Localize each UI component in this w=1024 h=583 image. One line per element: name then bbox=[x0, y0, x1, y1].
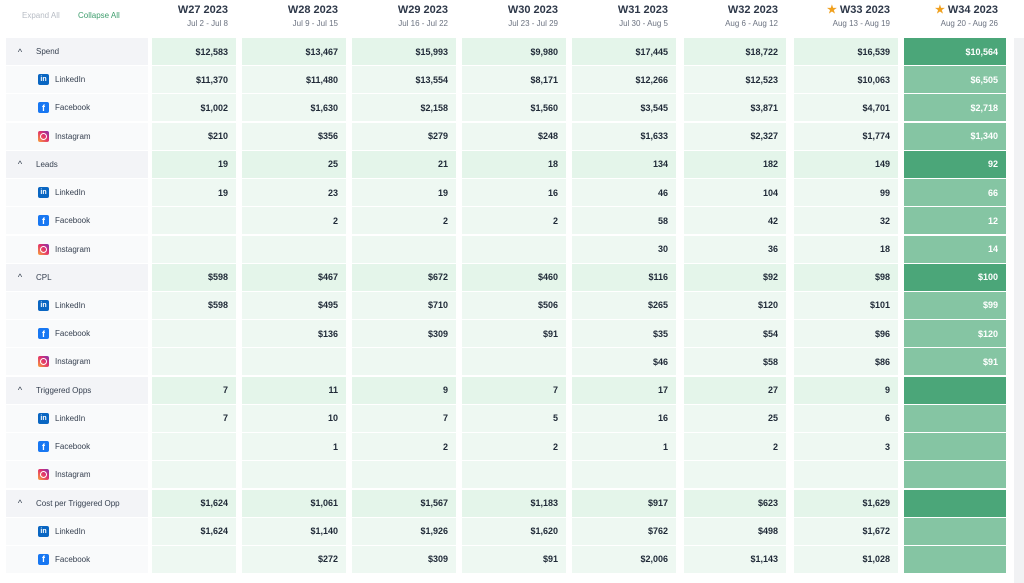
value-cell[interactable]: $3,871 bbox=[684, 94, 786, 121]
value-cell[interactable]: $1,624 bbox=[152, 490, 236, 517]
week-title bbox=[452, 4, 558, 17]
value-cell[interactable]: $498 bbox=[684, 518, 786, 545]
row-label bbox=[6, 236, 148, 263]
week-title-text: W28 2023 bbox=[287, 4, 338, 16]
row-label bbox=[6, 405, 148, 432]
value-cell[interactable]: 16 bbox=[572, 405, 676, 432]
value-cell[interactable]: $10,564 bbox=[904, 38, 1006, 65]
value-cell[interactable] bbox=[242, 461, 346, 488]
week-title-text: W33 2023 bbox=[839, 4, 890, 16]
week-title-text: W34 2023 bbox=[947, 4, 998, 16]
value-cell[interactable]: $1,140 bbox=[242, 518, 346, 545]
row-label-text: CPL bbox=[36, 272, 52, 282]
channel-row bbox=[0, 348, 1024, 376]
value-cell[interactable]: 2 bbox=[462, 433, 566, 460]
value-cell[interactable]: $91 bbox=[462, 320, 566, 347]
facebook-icon: f bbox=[38, 102, 49, 113]
value-cell[interactable]: $2,327 bbox=[684, 123, 786, 150]
row-label[interactable] bbox=[6, 38, 148, 65]
row-label bbox=[6, 94, 148, 121]
value-cell[interactable]: $4,701 bbox=[794, 94, 898, 121]
instagram-icon bbox=[38, 131, 49, 142]
week-header[interactable] bbox=[784, 4, 890, 29]
value-cell[interactable]: 58 bbox=[572, 207, 676, 234]
channel-row bbox=[0, 292, 1024, 320]
row-label-text: LinkedIn bbox=[55, 300, 86, 310]
value-cell[interactable]: 16 bbox=[462, 179, 566, 206]
value-cell[interactable]: $11,480 bbox=[242, 66, 346, 93]
value-cell[interactable] bbox=[352, 461, 456, 488]
value-cell[interactable]: $1,620 bbox=[462, 518, 566, 545]
value-cell[interactable]: $116 bbox=[572, 264, 676, 291]
row-label-text: Instagram bbox=[55, 131, 91, 141]
metric-section-row bbox=[0, 38, 1024, 66]
value-cell[interactable]: $710 bbox=[352, 292, 456, 319]
row-label-text: Instagram bbox=[55, 357, 91, 367]
week-date-range: Jul 16 - Jul 22 bbox=[398, 19, 448, 28]
row-label bbox=[6, 66, 148, 93]
row-label-text: Facebook bbox=[55, 103, 91, 113]
row-label[interactable] bbox=[6, 377, 148, 404]
value-cell[interactable] bbox=[462, 461, 566, 488]
value-cell[interactable]: $92 bbox=[684, 264, 786, 291]
value-cell[interactable]: $672 bbox=[352, 264, 456, 291]
value-cell[interactable]: $6,505 bbox=[904, 66, 1006, 93]
value-cell[interactable] bbox=[794, 461, 898, 488]
week-header[interactable] bbox=[232, 4, 338, 29]
value-cell[interactable] bbox=[242, 348, 346, 375]
value-cell[interactable]: $1,567 bbox=[352, 490, 456, 517]
value-cell[interactable]: $17,445 bbox=[572, 38, 676, 65]
value-cell[interactable]: $120 bbox=[684, 292, 786, 319]
value-cell[interactable]: 18 bbox=[794, 236, 898, 263]
value-cell[interactable]: 9 bbox=[352, 377, 456, 404]
row-label bbox=[6, 461, 148, 488]
value-cell[interactable]: $1,183 bbox=[462, 490, 566, 517]
channel-row bbox=[0, 320, 1024, 348]
value-cell[interactable]: $46 bbox=[572, 348, 676, 375]
week-title bbox=[122, 4, 228, 17]
channel-row bbox=[0, 123, 1024, 151]
facebook-icon: f bbox=[38, 215, 49, 226]
row-label-text: Leads bbox=[36, 159, 58, 169]
row-label-text: LinkedIn bbox=[55, 188, 86, 198]
week-header[interactable] bbox=[122, 4, 228, 29]
channel-row bbox=[0, 94, 1024, 122]
row-label[interactable] bbox=[6, 490, 148, 517]
value-cell[interactable] bbox=[152, 348, 236, 375]
value-cell[interactable]: $10,063 bbox=[794, 66, 898, 93]
value-cell[interactable]: $13,467 bbox=[242, 38, 346, 65]
value-cell[interactable]: $35 bbox=[572, 320, 676, 347]
value-cell[interactable]: 23 bbox=[242, 179, 346, 206]
value-cell[interactable]: 10 bbox=[242, 405, 346, 432]
row-label bbox=[6, 433, 148, 460]
row-label[interactable] bbox=[6, 264, 148, 291]
value-cell[interactable]: 42 bbox=[684, 207, 786, 234]
value-cell[interactable]: $99 bbox=[904, 292, 1006, 319]
value-cell[interactable]: $98 bbox=[794, 264, 898, 291]
value-cell[interactable]: $101 bbox=[794, 292, 898, 319]
value-cell[interactable]: 18 bbox=[462, 151, 566, 178]
collapse-chevron-icon[interactable]: ^ bbox=[17, 272, 23, 283]
value-cell[interactable]: $1,143 bbox=[684, 546, 786, 573]
metric-section-row bbox=[0, 151, 1024, 179]
collapse-chevron-icon[interactable]: ^ bbox=[17, 159, 23, 170]
value-cell[interactable]: $598 bbox=[152, 292, 236, 319]
week-title bbox=[672, 4, 778, 17]
value-cell[interactable]: 30 bbox=[572, 236, 676, 263]
value-cell[interactable]: 19 bbox=[152, 151, 236, 178]
value-cell[interactable]: 19 bbox=[352, 179, 456, 206]
value-cell[interactable] bbox=[904, 377, 1006, 404]
value-cell[interactable]: 5 bbox=[462, 405, 566, 432]
value-cell[interactable]: $506 bbox=[462, 292, 566, 319]
value-cell[interactable]: 46 bbox=[572, 179, 676, 206]
value-cell[interactable]: 21 bbox=[352, 151, 456, 178]
value-cell[interactable]: $91 bbox=[904, 348, 1006, 375]
value-cell[interactable]: $598 bbox=[152, 264, 236, 291]
week-title bbox=[232, 4, 338, 17]
linkedin-icon: in bbox=[38, 413, 49, 424]
value-cell[interactable] bbox=[462, 236, 566, 263]
value-cell[interactable]: $1,028 bbox=[794, 546, 898, 573]
value-cell[interactable]: $11,370 bbox=[152, 66, 236, 93]
value-cell[interactable] bbox=[572, 461, 676, 488]
value-cell[interactable]: $1,002 bbox=[152, 94, 236, 121]
row-label bbox=[6, 348, 148, 375]
value-cell[interactable]: $2,718 bbox=[904, 94, 1006, 121]
value-cell[interactable]: $1,624 bbox=[152, 518, 236, 545]
week-date-range: Aug 13 - Aug 19 bbox=[832, 19, 890, 28]
row-label-text: Instagram bbox=[55, 470, 91, 480]
value-cell[interactable]: 2 bbox=[684, 433, 786, 460]
row-label-text: Facebook bbox=[55, 216, 91, 226]
expand-all-button[interactable]: Expand All bbox=[22, 11, 60, 20]
value-cell[interactable]: 1 bbox=[242, 433, 346, 460]
value-cell[interactable]: 92 bbox=[904, 151, 1006, 178]
linkedin-icon: in bbox=[38, 300, 49, 311]
table-header bbox=[0, 0, 1024, 36]
week-date-range: Jul 23 - Jul 29 bbox=[508, 19, 558, 28]
value-cell[interactable]: $467 bbox=[242, 264, 346, 291]
value-cell[interactable]: $265 bbox=[572, 292, 676, 319]
value-cell[interactable]: $136 bbox=[242, 320, 346, 347]
value-cell[interactable] bbox=[904, 490, 1006, 517]
value-cell[interactable] bbox=[462, 348, 566, 375]
instagram-icon bbox=[38, 356, 49, 367]
week-title-text: W29 2023 bbox=[397, 4, 448, 16]
value-cell[interactable]: $1,061 bbox=[242, 490, 346, 517]
channel-row bbox=[0, 179, 1024, 207]
week-date-range: Aug 20 - Aug 26 bbox=[940, 19, 998, 28]
row-label-text: Triggered Opps bbox=[36, 385, 92, 395]
metric-section-row bbox=[0, 377, 1024, 405]
channel-row bbox=[0, 405, 1024, 433]
value-cell[interactable]: $3,545 bbox=[572, 94, 676, 121]
week-date-range: Jul 9 - Jul 15 bbox=[292, 19, 338, 28]
value-cell[interactable]: $2,158 bbox=[352, 94, 456, 121]
week-title-text: W31 2023 bbox=[617, 4, 668, 16]
value-cell[interactable]: 2 bbox=[352, 433, 456, 460]
week-title-text: W27 2023 bbox=[177, 4, 228, 16]
collapse-chevron-icon[interactable]: ^ bbox=[17, 385, 23, 396]
value-cell[interactable]: 7 bbox=[152, 377, 236, 404]
value-cell[interactable] bbox=[152, 461, 236, 488]
value-cell[interactable]: $86 bbox=[794, 348, 898, 375]
value-cell[interactable]: $1,340 bbox=[904, 123, 1006, 150]
row-label bbox=[6, 546, 148, 573]
row-label-text: Spend bbox=[36, 47, 60, 56]
week-title bbox=[784, 4, 890, 17]
value-cell[interactable]: $18,722 bbox=[684, 38, 786, 65]
collapse-all-button[interactable]: Collapse All bbox=[78, 11, 120, 20]
row-label-text: Instagram bbox=[55, 244, 91, 254]
value-cell[interactable] bbox=[152, 236, 236, 263]
value-cell[interactable]: $15,993 bbox=[352, 38, 456, 65]
week-date-range: Jul 2 - Jul 8 bbox=[187, 19, 228, 28]
week-title-text: W32 2023 bbox=[727, 4, 778, 16]
week-date-range: Aug 6 - Aug 12 bbox=[725, 19, 778, 28]
value-cell[interactable] bbox=[904, 461, 1006, 488]
value-cell[interactable] bbox=[904, 433, 1006, 460]
linkedin-icon: in bbox=[38, 74, 49, 85]
value-cell[interactable]: 36 bbox=[684, 236, 786, 263]
channel-row bbox=[0, 66, 1024, 94]
value-cell[interactable]: $623 bbox=[684, 490, 786, 517]
week-title bbox=[562, 4, 668, 17]
week-title bbox=[342, 4, 448, 17]
value-cell[interactable]: 9 bbox=[794, 377, 898, 404]
value-cell[interactable] bbox=[242, 236, 346, 263]
value-cell[interactable]: 7 bbox=[462, 377, 566, 404]
channel-row bbox=[0, 546, 1024, 574]
value-cell[interactable]: 104 bbox=[684, 179, 786, 206]
value-cell[interactable]: 7 bbox=[152, 405, 236, 432]
channel-row bbox=[0, 433, 1024, 461]
row-label-text: LinkedIn bbox=[55, 413, 86, 423]
value-cell[interactable]: $12,583 bbox=[152, 38, 236, 65]
value-cell[interactable]: $1,630 bbox=[242, 94, 346, 121]
facebook-icon: f bbox=[38, 441, 49, 452]
week-title-text: W30 2023 bbox=[507, 4, 558, 16]
value-cell[interactable]: $16,539 bbox=[794, 38, 898, 65]
row-label-text: LinkedIn bbox=[55, 526, 86, 536]
week-header[interactable] bbox=[562, 4, 668, 29]
facebook-icon: f bbox=[38, 554, 49, 565]
row-label-text: Facebook bbox=[55, 329, 91, 339]
metric-section-row bbox=[0, 490, 1024, 518]
channel-row bbox=[0, 518, 1024, 546]
value-cell[interactable] bbox=[352, 348, 456, 375]
value-cell[interactable]: 25 bbox=[242, 151, 346, 178]
value-cell[interactable]: 17 bbox=[572, 377, 676, 404]
value-cell[interactable] bbox=[684, 461, 786, 488]
value-cell[interactable]: $248 bbox=[462, 123, 566, 150]
week-header[interactable] bbox=[342, 4, 448, 29]
value-cell[interactable]: $1,560 bbox=[462, 94, 566, 121]
value-cell[interactable]: $917 bbox=[572, 490, 676, 517]
value-cell[interactable]: $9,980 bbox=[462, 38, 566, 65]
row-label bbox=[6, 179, 148, 206]
value-cell[interactable]: 14 bbox=[904, 236, 1006, 263]
value-cell[interactable]: 66 bbox=[904, 179, 1006, 206]
value-cell[interactable]: 27 bbox=[684, 377, 786, 404]
row-label bbox=[6, 320, 148, 347]
value-cell[interactable]: $1,633 bbox=[572, 123, 676, 150]
value-cell[interactable]: $120 bbox=[904, 320, 1006, 347]
value-cell[interactable]: 12 bbox=[904, 207, 1006, 234]
value-cell[interactable]: 1 bbox=[572, 433, 676, 460]
value-cell[interactable]: 11 bbox=[242, 377, 346, 404]
value-cell[interactable]: $762 bbox=[572, 518, 676, 545]
value-cell[interactable]: $2,006 bbox=[572, 546, 676, 573]
value-cell[interactable]: 3 bbox=[794, 433, 898, 460]
value-cell[interactable]: $12,523 bbox=[684, 66, 786, 93]
value-cell[interactable] bbox=[152, 207, 236, 234]
value-cell[interactable]: $58 bbox=[684, 348, 786, 375]
value-cell[interactable]: $356 bbox=[242, 123, 346, 150]
value-cell[interactable]: $100 bbox=[904, 264, 1006, 291]
value-cell[interactable]: $1,774 bbox=[794, 123, 898, 150]
value-cell[interactable]: $8,171 bbox=[462, 66, 566, 93]
value-cell[interactable]: 7 bbox=[352, 405, 456, 432]
linkedin-icon: in bbox=[38, 187, 49, 198]
linkedin-icon: in bbox=[38, 526, 49, 537]
instagram-icon bbox=[38, 244, 49, 255]
row-label bbox=[6, 292, 148, 319]
channel-row bbox=[0, 207, 1024, 235]
value-cell[interactable]: $96 bbox=[794, 320, 898, 347]
week-date-range: Jul 30 - Aug 5 bbox=[619, 19, 668, 28]
row-label-text: Facebook bbox=[55, 554, 91, 564]
value-cell[interactable]: $495 bbox=[242, 292, 346, 319]
channel-row bbox=[0, 236, 1024, 264]
star-icon: ★ bbox=[934, 4, 945, 16]
value-cell[interactable]: $210 bbox=[152, 123, 236, 150]
scroll-edge bbox=[1014, 38, 1024, 583]
row-label-text: Facebook bbox=[55, 442, 91, 452]
value-cell[interactable]: $272 bbox=[242, 546, 346, 573]
value-cell[interactable]: 32 bbox=[794, 207, 898, 234]
value-cell[interactable] bbox=[152, 433, 236, 460]
value-cell[interactable]: $1,629 bbox=[794, 490, 898, 517]
value-cell[interactable]: $309 bbox=[352, 320, 456, 347]
value-cell[interactable]: 134 bbox=[572, 151, 676, 178]
channel-row bbox=[0, 461, 1024, 489]
row-label[interactable] bbox=[6, 151, 148, 178]
row-label bbox=[6, 123, 148, 150]
row-label bbox=[6, 207, 148, 234]
value-cell[interactable] bbox=[904, 546, 1006, 573]
week-title bbox=[892, 4, 998, 17]
value-cell[interactable]: $12,266 bbox=[572, 66, 676, 93]
value-cell[interactable]: $13,554 bbox=[352, 66, 456, 93]
value-cell[interactable]: $54 bbox=[684, 320, 786, 347]
star-icon: ★ bbox=[826, 4, 837, 16]
value-cell[interactable]: 2 bbox=[242, 207, 346, 234]
collapse-chevron-icon[interactable]: ^ bbox=[17, 498, 23, 509]
week-header[interactable] bbox=[892, 4, 998, 29]
row-label-text: LinkedIn bbox=[55, 75, 86, 85]
value-cell[interactable]: $460 bbox=[462, 264, 566, 291]
value-cell[interactable]: 99 bbox=[794, 179, 898, 206]
value-cell[interactable]: 6 bbox=[794, 405, 898, 432]
value-cell[interactable]: 2 bbox=[352, 207, 456, 234]
value-cell[interactable]: $1,926 bbox=[352, 518, 456, 545]
value-cell[interactable]: $309 bbox=[352, 546, 456, 573]
value-cell[interactable] bbox=[352, 236, 456, 263]
facebook-icon: f bbox=[38, 328, 49, 339]
value-cell[interactable]: 149 bbox=[794, 151, 898, 178]
row-label bbox=[6, 518, 148, 545]
row-label-text: Cost per Triggered Opp bbox=[36, 498, 120, 508]
value-cell[interactable]: $279 bbox=[352, 123, 456, 150]
collapse-chevron-icon[interactable]: ^ bbox=[17, 46, 23, 57]
value-cell[interactable] bbox=[904, 518, 1006, 545]
value-cell[interactable]: 19 bbox=[152, 179, 236, 206]
value-cell[interactable] bbox=[152, 546, 236, 573]
week-header[interactable] bbox=[672, 4, 778, 29]
instagram-icon bbox=[38, 469, 49, 480]
week-header[interactable] bbox=[452, 4, 558, 29]
value-cell[interactable] bbox=[152, 320, 236, 347]
value-cell[interactable]: $1,672 bbox=[794, 518, 898, 545]
value-cell[interactable]: 2 bbox=[462, 207, 566, 234]
value-cell[interactable]: 182 bbox=[684, 151, 786, 178]
metric-section-row bbox=[0, 264, 1024, 292]
value-cell[interactable]: $91 bbox=[462, 546, 566, 573]
value-cell[interactable] bbox=[904, 405, 1006, 432]
value-cell[interactable]: 25 bbox=[684, 405, 786, 432]
